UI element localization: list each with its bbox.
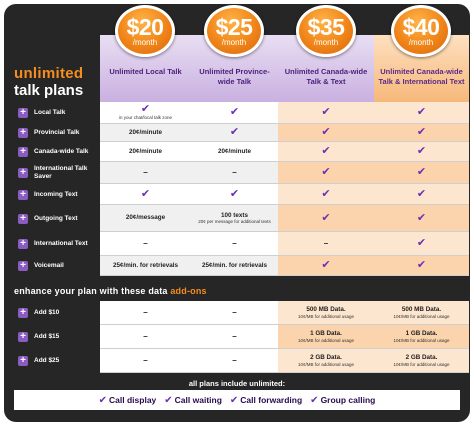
plan-cell — [278, 205, 374, 232]
plan-cell — [278, 142, 374, 162]
price-badge-3 — [296, 5, 356, 57]
unlimited-item-label: Call waiting — [174, 395, 222, 405]
unlimited-item-label: Group calling — [320, 395, 376, 405]
plan-cell — [191, 124, 278, 142]
check-icon: ✔ — [416, 237, 427, 249]
cell-value: 1 GB Data. — [405, 330, 438, 337]
plan-cell — [278, 124, 374, 142]
plan-name: Unlimited Province-wide Talk — [199, 67, 270, 86]
cell-note: 10¢/MB for additional usage — [393, 361, 450, 367]
logo-line2: talk plans — [14, 82, 84, 99]
plan-cell — [374, 124, 469, 142]
cell-value: – — [143, 167, 148, 177]
expand-plus-icon[interactable]: + — [18, 128, 28, 138]
plan-cell — [100, 184, 191, 205]
plan-cell — [278, 102, 374, 124]
cell-note: 10¢/MB for additional usage — [393, 337, 450, 343]
plan-cell — [100, 325, 191, 349]
expand-plus-icon[interactable]: + — [18, 190, 28, 200]
table-row — [14, 162, 470, 184]
cell-value: – — [143, 307, 148, 317]
plan-cell — [374, 184, 469, 205]
plan-cell — [191, 301, 278, 325]
feature-label-text: International Text — [34, 240, 88, 247]
plan-cell — [100, 205, 191, 232]
check-icon: ✔ — [321, 166, 331, 178]
cell-value: 100 texts — [221, 211, 248, 219]
cell-value: 1 GB Data. — [310, 330, 342, 337]
plan-cell — [191, 142, 278, 162]
expand-plus-icon[interactable]: + — [18, 261, 28, 271]
plan-cell — [278, 325, 374, 349]
cell-value: – — [323, 238, 329, 248]
unlimited-item-label: Call forwarding — [240, 395, 303, 405]
cell-value: 20¢/minute — [129, 128, 162, 136]
plan-name: Unlimited Canada-wide Talk & International Text — [378, 67, 465, 86]
check-icon: ✔ — [416, 166, 427, 178]
check-icon: ✔ — [321, 145, 331, 157]
price: $25 — [215, 14, 253, 40]
price-badge-2 — [204, 5, 264, 57]
unlimited-item — [164, 395, 222, 406]
plan-name: Unlimited Canada-wide Talk & Text — [284, 67, 368, 86]
feature-label — [14, 162, 98, 184]
plan-cell — [100, 102, 191, 124]
check-icon: ✔ — [416, 106, 427, 118]
expand-plus-icon[interactable]: + — [18, 147, 28, 157]
cell-value: 20¢/minute — [218, 147, 251, 155]
plan-cell — [374, 232, 469, 256]
cell-value: 25¢/min. for retrievals — [112, 261, 179, 269]
unlimited-item-label: Call display — [109, 395, 157, 405]
plan-cell — [191, 184, 278, 205]
check-icon: ✔ — [321, 126, 331, 138]
cell-note: 10¢/MB for additional usage — [297, 361, 355, 367]
table-row — [14, 142, 470, 162]
plan-cell — [100, 124, 191, 142]
plan-cell — [191, 232, 278, 256]
expand-plus-icon[interactable]: + — [18, 108, 28, 118]
plan-cell — [100, 256, 191, 276]
feature-label-text: Outgoing Text — [34, 214, 78, 222]
logo-line1: unlimited — [14, 65, 84, 82]
plan-cell — [100, 162, 191, 184]
check-icon: ✔ — [321, 187, 331, 200]
table-row — [14, 232, 470, 256]
plan-cell — [191, 162, 278, 184]
cell-value: 20¢/minute — [129, 147, 162, 155]
plan-cell — [191, 256, 278, 276]
unlimited-item — [230, 395, 302, 406]
cell-value: – — [232, 355, 237, 365]
feature-label-text: International Talk Saver — [34, 165, 88, 180]
plan-cell — [278, 256, 374, 276]
price-period: /month — [221, 38, 247, 47]
feature-label — [14, 349, 98, 373]
expand-plus-icon[interactable]: + — [18, 168, 28, 178]
feature-label — [14, 301, 98, 325]
plan-cell — [100, 232, 191, 256]
check-icon: ✔ — [416, 211, 427, 224]
addons-title — [14, 286, 207, 296]
addons-title-highlight: add-ons — [170, 286, 207, 296]
price-period: /month — [313, 38, 339, 47]
unlimited-item — [99, 395, 157, 406]
feature-label — [14, 256, 98, 276]
cell-value: 2 GB Data. — [310, 354, 342, 361]
feature-label-text: Canada-wide Talk — [34, 148, 89, 155]
plan-cell — [100, 349, 191, 373]
feature-label-text: Add $10 — [34, 309, 60, 316]
expand-plus-icon[interactable]: + — [18, 239, 28, 249]
feature-label — [14, 205, 98, 232]
plan-cell — [191, 205, 278, 232]
feature-label-text: Provincial Talk — [34, 129, 80, 136]
cell-note: in your chat/local talk zone — [118, 115, 173, 121]
expand-plus-icon[interactable]: + — [18, 308, 28, 318]
cell-value: – — [232, 167, 237, 177]
expand-plus-icon[interactable]: + — [18, 332, 28, 342]
cell-value: 500 MB Data. — [401, 306, 442, 313]
feature-label — [14, 325, 98, 349]
cell-note: 20¢ per message for additional texts — [198, 219, 271, 224]
plan-cell — [374, 205, 469, 232]
feature-label — [14, 232, 98, 256]
price-badge-1 — [115, 5, 175, 57]
plan-cell — [278, 301, 374, 325]
table-row — [14, 256, 470, 276]
plan-cell — [278, 162, 374, 184]
price: $20 — [126, 14, 164, 40]
check-icon: ✔ — [229, 126, 240, 138]
table-row — [14, 301, 470, 325]
cell-value: – — [232, 307, 237, 317]
cell-note: 10¢/MB for additional usage — [393, 313, 450, 319]
unlimited-title: all plans include unlimited: — [188, 379, 286, 388]
price-period: /month — [132, 38, 158, 47]
cell-note: 10¢/MB for additional usage — [297, 313, 355, 319]
price: $35 — [307, 14, 345, 40]
cell-value: – — [143, 355, 148, 365]
feature-label-text: Add $25 — [34, 357, 60, 364]
cell-value: – — [232, 331, 237, 341]
plan-cell — [191, 325, 278, 349]
plan-cell — [191, 349, 278, 373]
table-row — [14, 349, 470, 373]
plan-cell — [100, 142, 191, 162]
feature-label — [14, 142, 98, 162]
check-icon: ✔ — [321, 259, 331, 271]
cell-value: 20¢/message — [125, 214, 166, 222]
expand-plus-icon[interactable]: + — [18, 356, 28, 366]
check-icon: ✔ — [229, 106, 240, 118]
cell-value: – — [232, 238, 237, 248]
plan-cell — [374, 162, 469, 184]
check-icon: ✔ — [164, 394, 173, 406]
plan-cell — [278, 184, 374, 205]
feature-label-text: Add $15 — [34, 333, 60, 340]
addons-title-text: enhance your plan with these data — [14, 286, 171, 296]
expand-plus-icon[interactable]: + — [18, 214, 28, 224]
check-icon: ✔ — [140, 187, 151, 200]
check-icon: ✔ — [229, 187, 240, 200]
plan-cell — [374, 325, 469, 349]
check-icon: ✔ — [416, 126, 427, 138]
check-icon: ✔ — [416, 187, 427, 200]
cell-note: 10¢/MB for additional usage — [297, 337, 355, 343]
check-icon: ✔ — [416, 259, 427, 271]
cell-value: 25¢/min. for retrievals — [201, 261, 268, 269]
plan-cell — [374, 102, 469, 124]
plans-card — [4, 4, 470, 422]
unlimited-item — [310, 395, 375, 406]
cell-value: – — [143, 238, 148, 248]
check-icon: ✔ — [321, 106, 331, 118]
check-icon: ✔ — [98, 394, 108, 406]
logo — [14, 66, 83, 99]
table-row — [14, 184, 470, 205]
cell-value: 2 GB Data. — [405, 354, 438, 361]
feature-label — [14, 102, 98, 124]
unlimited-bar — [14, 390, 460, 410]
plan-cell — [278, 349, 374, 373]
check-icon: ✔ — [321, 211, 331, 224]
price-badge-4 — [391, 5, 451, 57]
check-icon: ✔ — [416, 145, 427, 157]
table-row — [14, 124, 470, 142]
table-row — [14, 205, 470, 232]
plan-cell — [278, 232, 374, 256]
feature-label — [14, 124, 98, 142]
feature-label-text: Incoming Text — [34, 190, 78, 198]
check-icon: ✔ — [229, 394, 239, 406]
check-icon: ✔ — [140, 103, 151, 116]
plan-cell — [374, 142, 469, 162]
feature-label-text: Local Talk — [34, 109, 66, 116]
plan-cell — [374, 256, 469, 276]
check-icon: ✔ — [310, 394, 319, 406]
plan-cell — [374, 349, 469, 373]
plan-cell — [191, 102, 278, 124]
cell-value: 500 MB Data. — [306, 306, 346, 313]
table-row — [14, 325, 470, 349]
table-row — [14, 102, 470, 124]
price: $40 — [402, 14, 440, 40]
plan-cell — [374, 301, 469, 325]
feature-label-text: Voicemail — [34, 262, 64, 269]
price-period: /month — [408, 38, 434, 47]
feature-label — [14, 184, 98, 205]
plan-cell — [100, 301, 191, 325]
cell-value: – — [143, 331, 148, 341]
plan-name: Unlimited Local Talk — [109, 67, 182, 76]
